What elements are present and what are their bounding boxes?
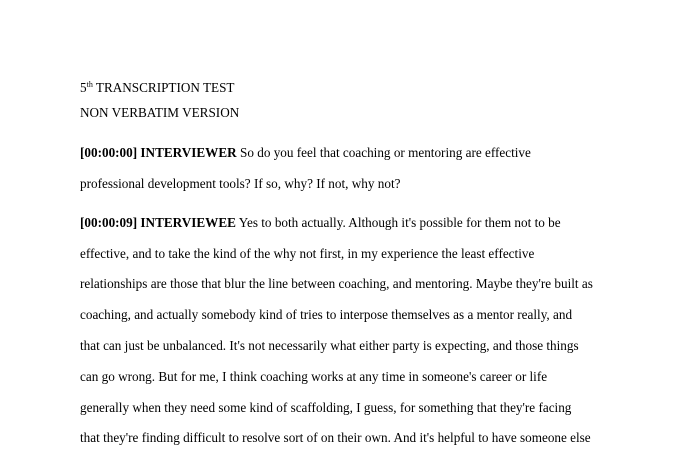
- speaker-label-interviewee: [00:00:09] INTERVIEWEE: [80, 215, 236, 230]
- paragraph-interviewee-line-7: generally when they need some kind of scaffolding, I guess, for something that they're facing: [80, 400, 572, 415]
- paragraph-interviewee-line-2: effective, and to take the kind of the why not first, in my experience the least effective: [80, 246, 535, 261]
- paragraph-interviewee-line-6: can go wrong. But for me, I think coaching works at any time in someone's career or life: [80, 369, 548, 384]
- paragraph-interviewee-line-8: that they're finding difficult to resolve sort of on their own. And it's helpful to have someone else: [80, 430, 591, 445]
- test-title-text: TRANSCRIPTION TEST: [92, 80, 235, 95]
- paragraph-interviewer-line-1: [80, 145, 531, 161]
- paragraph-interviewee-line-1: [80, 215, 561, 231]
- speaker-label-interviewer: [00:00:00] INTERVIEWER: [80, 145, 237, 160]
- test-title: [80, 80, 235, 96]
- version-heading: NON VERBATIM VERSION: [80, 105, 240, 120]
- paragraph-interviewer-line-2: professional development tools? If so, why? If not, why not?: [80, 176, 401, 191]
- test-number: 5: [80, 80, 87, 95]
- paragraph-text: So do you feel that coaching or mentoring are effective: [236, 145, 531, 160]
- paragraph-interviewee-line-5: that can just be unbalanced. It's not necessarily what either party is expecting, and those things: [80, 338, 579, 353]
- paragraph-interviewee-line-3: relationships are those that blur the line between coaching, and mentoring. Maybe they're built as: [80, 276, 593, 291]
- paragraph-interviewee-line-4: coaching, and actually somebody kind of tries to interpose themselves as a mentor really, and: [80, 307, 573, 322]
- paragraph-text: Yes to both actually. Although it's possible for them not to be: [235, 215, 561, 230]
- test-ordinal-suffix: th: [86, 80, 93, 89]
